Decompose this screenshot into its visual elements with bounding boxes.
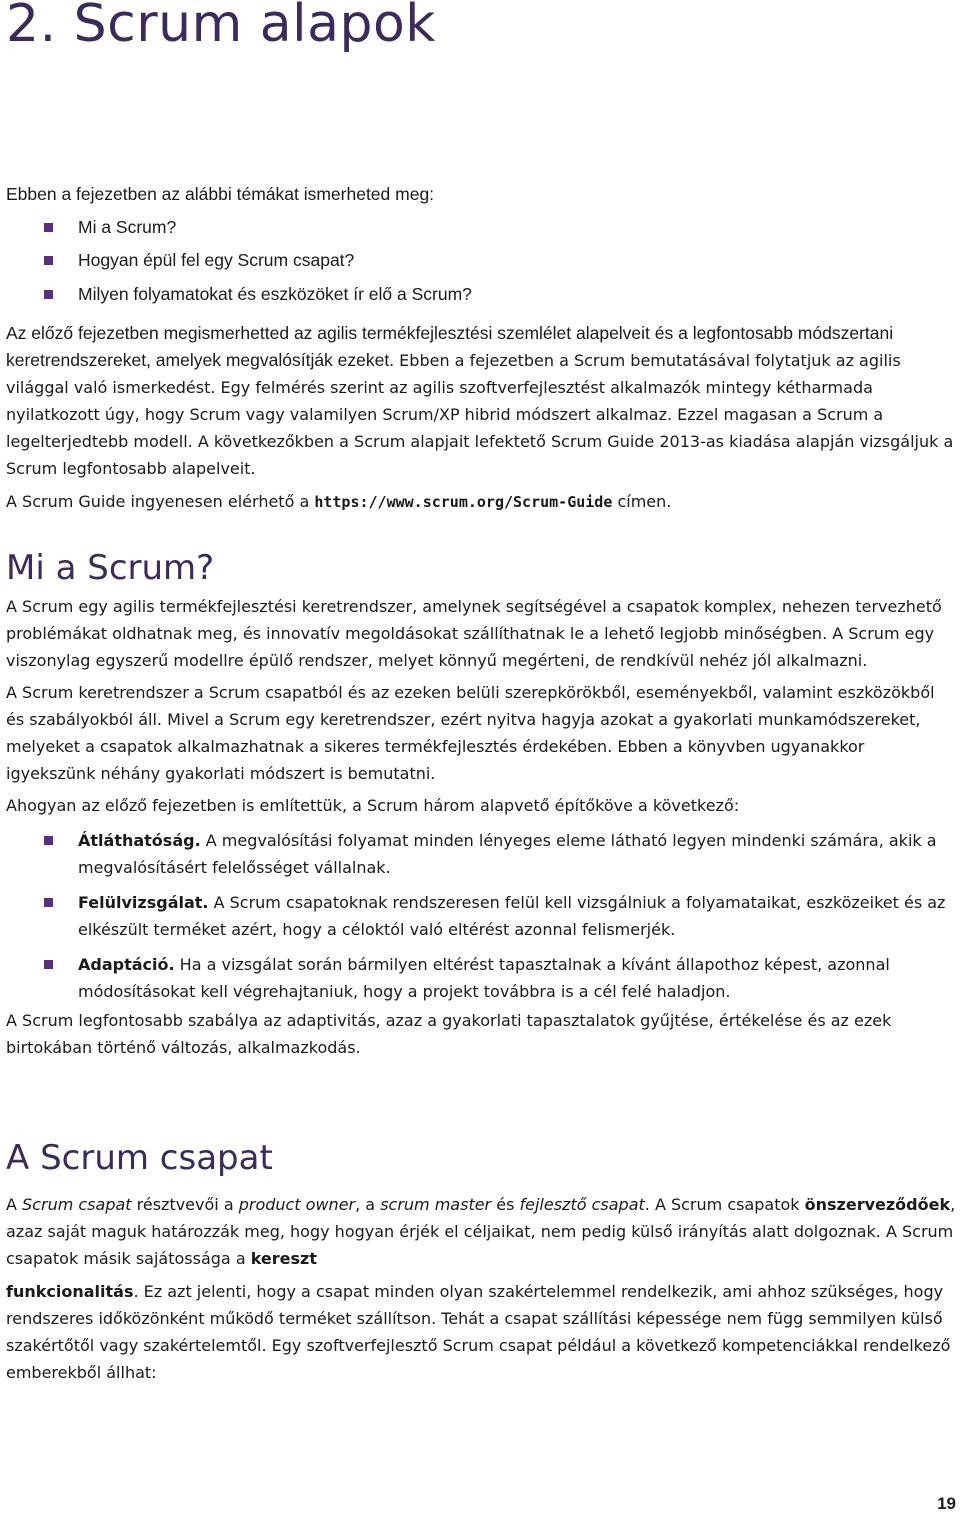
guide-url-link[interactable]: https://www.scrum.org/Scrum-Guide [314, 493, 613, 511]
page-title: 2. Scrum alapok [6, 0, 436, 54]
list-item: Milyen folyamatokat és eszközöket ír elő a Scrum? [6, 278, 956, 312]
section-heading: A Scrum csapat [6, 1138, 273, 1178]
intro-paragraph-start: Az előző fejezetben megismerhetted az agilis termékfejlesztési szemlélet alapelveit és a legfontosabb módszertani keretrendszereket, amelyek megvalósítják ezeket. [6, 323, 894, 370]
guide-paragraph: A Scrum Guide ingyenesen elérhető a https://www.scrum.org/Scrum-Guide címen. [6, 492, 672, 511]
square-bullet-icon [44, 836, 53, 845]
intro-section [6, 181, 956, 311]
paragraph: funkcionalitás. Ez azt jelenti, hogy a csapat minden olyan szakértelemmel rendelkezik, ami ahhoz szükséges, hogy rendszeres időközönként működő terméket szállítson. Tehát a csapat szállítási képessége nem függ semmilyen külső szakértőtől vagy szakértelemtől. Egy szoftverfejlesztő Scrum csapat például a következő kompetenciákkal rendelkező emberekből állhat: [6, 1282, 951, 1382]
list-item: Hogyan épül fel egy Scrum csapat? [6, 244, 956, 278]
paragraph: A Scrum keretrendszer a Scrum csapatból és az ezeken belüli szerepkörökből, eseményekből, valamint eszközökből és szabályokból áll. Mivel a Scrum egy keretrendszer, ezért nyitva hagyja azokat a gyakorlati munkamódszereket, melyeket a csapatok alkalmazhatnak a sikeres termékfejlesztés érdekében. Ebben a könyvben ugyanakkor igyekszünk néhány gyakorlati módszert is bemutatni. [6, 683, 935, 783]
paragraph: Ahogyan az előző fejezetben is említettük, a Scrum három alapvető építőköve a következő: [6, 796, 740, 815]
intro-paragraph [6, 320, 956, 516]
section-scrum-csapat [6, 1138, 956, 1386]
square-bullet-icon [44, 223, 53, 232]
square-bullet-icon [44, 290, 53, 299]
list-item: Felülvizsgálat. A Scrum csapatoknak rendszeresen felül kell vizsgálniuk a folyamataikat, eszközeiket és az elkészült terméket azért, hogy a céloktól való eltérést azonnal felismerjék. [6, 889, 956, 943]
list-item: Mi a Scrum? [6, 211, 956, 245]
page-number: 19 [937, 1494, 956, 1513]
paragraph: A Scrum csapat résztvevői a product owner, a scrum master és fejlesztő csapat. A Scrum csapatok önszerveződőek, azaz saját maguk határozzák meg, hogy hogyan érjék el céljaikat, nem pedig külső irányítás alatt dolgoznak. A Scrum csapatok másik sajátossága a kereszt [6, 1195, 956, 1268]
intro-paragraph-rest: Ebben a fejezetben a Scrum bemutatásával folytatjuk az agilis világgal való ismerkedést. Egy felmérés szerint az agilis szoftverfejlesztést alkalmazók mintegy kétharmada nyilatkozott úgy, hogy Scrum vagy valamilyen Scrum/XP hibrid módszert alkalmaz. Ezzel magasan a Scrum a legelterjedtebb modell. A következőkben a Scrum alapjait lefektető Scrum Guide 2013-as kiadása alapján vizsgáljuk a Scrum legfontosabb alapelveit. [6, 351, 954, 478]
section-heading: Mi a Scrum? [6, 548, 215, 588]
list-item: Átláthatóság. A megvalósítási folyamat minden lényeges eleme látható legyen mindenki számára, akik a megvalósításért felelősséget vállalnak. [6, 827, 956, 881]
paragraph: A Scrum egy agilis termékfejlesztési keretrendszer, amelynek segítségével a csapatok komplex, nehezen tervezhető problémákat oldhatnak meg, és innovatív megoldásokat szállíthatnak le a lehető legjobb minőségben. A Scrum egy viszonylag egyszerű modellre épülő rendszer, melyet könnyű megérteni, de rendkívül nehéz jól alkalmazni. [6, 597, 942, 670]
topic-list [6, 211, 956, 312]
square-bullet-icon [44, 898, 53, 907]
square-bullet-icon [44, 256, 53, 265]
paragraph: A Scrum legfontosabb szabálya az adaptivitás, azaz a gyakorlati tapasztalatok gyűjtése, értékelése és az ezek birtokában történő változás, alkalmazkodás. [6, 1011, 892, 1057]
square-bullet-icon [44, 960, 53, 969]
intro-lead: Ebben a fejezetben az alábbi témákat ismerheted meg: [6, 184, 435, 204]
list-item: Adaptáció. Ha a vizsgálat során bármilyen eltérést tapasztalnak a kívánt állapothoz képest, azonnal módosításokat kell végrehajtaniuk, hogy a projekt továbbra is a cél felé haladjon. [6, 951, 956, 1005]
section-mi-a-scrum [6, 548, 956, 1061]
pillar-list [6, 827, 956, 1005]
